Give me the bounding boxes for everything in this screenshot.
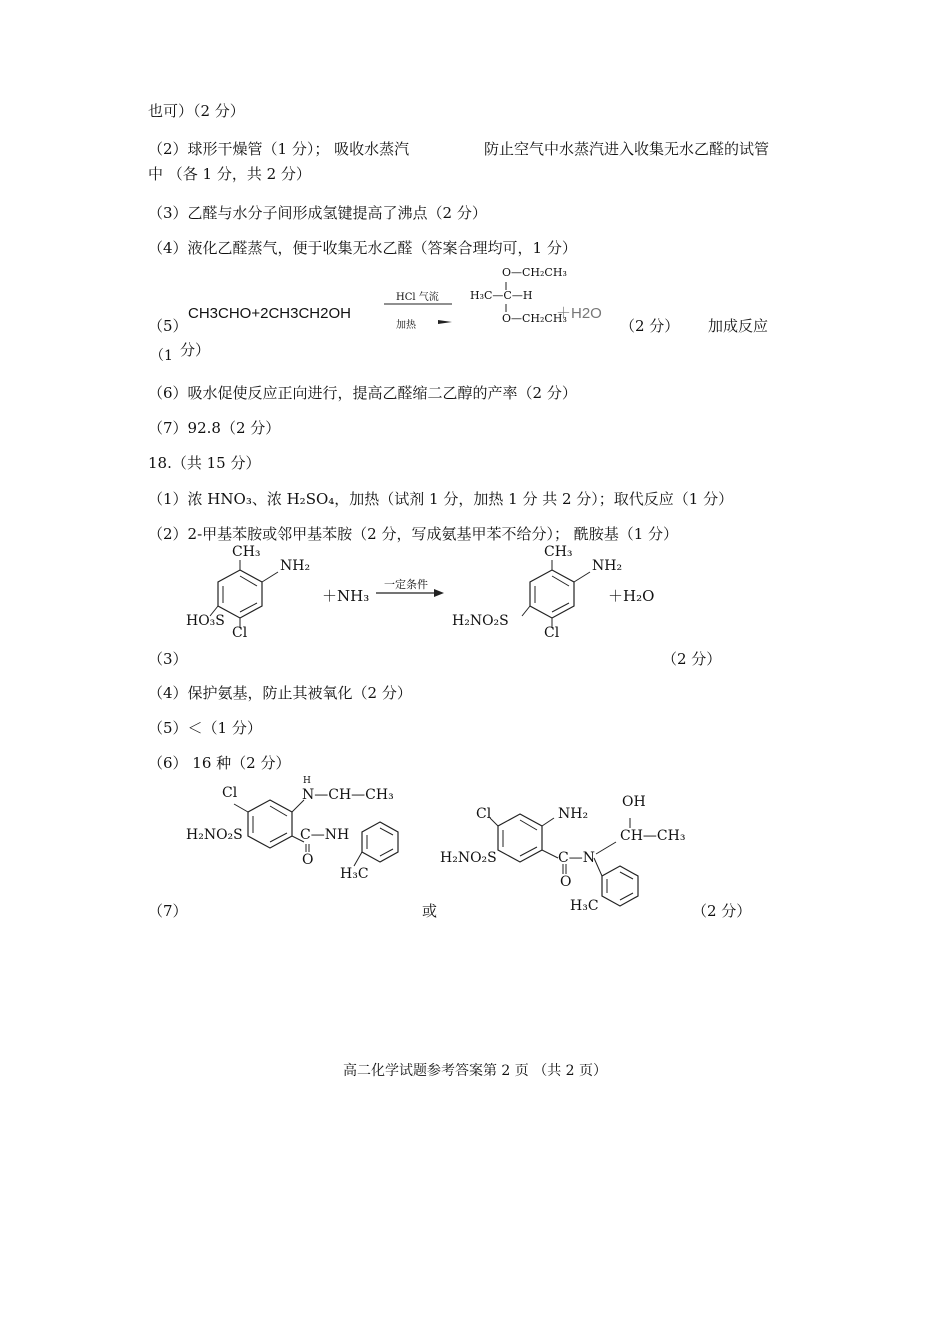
line-q5-label: （5） (148, 317, 188, 335)
q18-7-s2-so2: H₂NO₂S (440, 850, 497, 866)
q18-7-s1-cl: Cl (222, 785, 238, 801)
q18-7-s2-ch3: H₃C (570, 898, 599, 914)
q18-3-label: （3） (148, 650, 188, 668)
line-q18-2: （2）2-甲基苯胺或邻甲基苯胺（2 分，写成氨基甲苯不给分）； 酰胺基（1 分） (148, 525, 679, 543)
q18-3-product-nh2: NH₂ (592, 558, 623, 574)
q18-3-reagent: ＋NH₃ (322, 587, 370, 605)
q18-3-reactant-ch3: CH₃ (232, 544, 261, 560)
line-q7: （7）92.8（2 分） (148, 419, 281, 437)
line-q2-tail: 中 （各 1 分，共 2 分） (148, 165, 311, 183)
q5-acetal-mid: H₃C—C—H (470, 289, 533, 302)
line-q18-4: （4）保护氨基，防止其被氧化（2 分） (148, 684, 412, 702)
line-q6: （6）吸水促使反应正向进行，提高乙醛缩二乙醇的产率（2 分） (148, 384, 577, 402)
q18-7-s1-amide: C—NH (300, 827, 350, 843)
q18-7-label: （7） (148, 902, 188, 920)
q18-7-s2-ch: CH—CH₃ (620, 828, 686, 844)
line-q2-reason: 防止空气中水蒸汽进入收集无水乙醛的试管 (484, 140, 770, 158)
q18-7-s2-cl: Cl (476, 806, 492, 822)
q18-3-water: ＋H₂O (608, 587, 655, 605)
q18-7-s2-nh2: NH₂ (558, 806, 589, 822)
q18-3-product-sulfonamide: H₂NO₂S (452, 613, 509, 629)
q18-7-score: （2 分） (692, 902, 752, 920)
q18-7-or: 或 (422, 902, 438, 920)
q18-3-reactant-nh2: NH₂ (280, 558, 311, 574)
q18-3-reactant-so3h: HO₃S (186, 613, 225, 629)
q5-condition-above: HCl 气流 (396, 292, 439, 303)
line-q18-1: （1）浓 HNO₃、浓 H₂SO₄，加热（试剂 1 分，加热 1 分 共 2 分）；取代反应（1 分） (148, 490, 734, 508)
q5-suffix-a: （1 (150, 348, 173, 364)
line-q3: （3）乙醛与水分子间形成氢键提高了沸点（2 分） (148, 204, 487, 222)
q18-7-s1-ch3: H₃C (340, 866, 369, 882)
q18-3-condition: 一定条件 (384, 578, 428, 591)
q5-acetal-o-top: O—CH₂CH₃ (502, 266, 567, 279)
q18-7-s1-h: H (303, 776, 311, 786)
q5-water: ＋H2O (556, 305, 602, 322)
q5-arrow (382, 300, 454, 330)
q5-acetal-bonds (500, 278, 512, 318)
q5-condition-below: 加热 (396, 320, 416, 331)
q5-reactants: CH3CHO+2CH3CH2OH (188, 305, 351, 322)
q18-7-s1-o: O (302, 852, 314, 868)
q5-acetal-o-bot: O—CH₂CH₃ (502, 312, 567, 325)
line-q4: （4）液化乙醛蒸气，便于收集无水乙醛（答案合理均可，1 分） (148, 239, 577, 257)
q18-3-reactant-cl: Cl (232, 625, 248, 641)
line-continuation: 也可）（2 分） (148, 102, 245, 120)
q5-score: （2 分） (620, 317, 680, 335)
q18-7-s2-oh: OH (622, 794, 646, 810)
line-q18-5: （5）＜（1 分） (148, 719, 262, 737)
q18-3-score: （2 分） (662, 650, 722, 668)
q18-7-s2-amide: C—N (558, 850, 595, 866)
line-q2: （2）球形干燥管（1 分）； 吸收水蒸汽 (148, 140, 410, 158)
line-q18-6: （6） 16 种（2 分） (148, 754, 291, 772)
q5-type: 加成反应 (708, 317, 769, 335)
q18-3-arrow (374, 588, 446, 600)
line-q18: 18.（共 15 分） (148, 454, 261, 472)
q18-3-product-cl: Cl (544, 625, 560, 641)
q18-7-s2-o: O (560, 874, 572, 890)
q18-7-s1-nh: N—CH—CH₃ (302, 787, 394, 803)
q5-suffix-b: 分） (180, 341, 211, 359)
page-footer: 高二化学试题参考答案第 2 页 （共 2 页） (342, 1063, 608, 1079)
q18-7-s1-so2: H₂NO₂S (186, 827, 243, 843)
q18-3-product-ch3: CH₃ (544, 544, 573, 560)
q18-3-product-ring (512, 560, 592, 630)
